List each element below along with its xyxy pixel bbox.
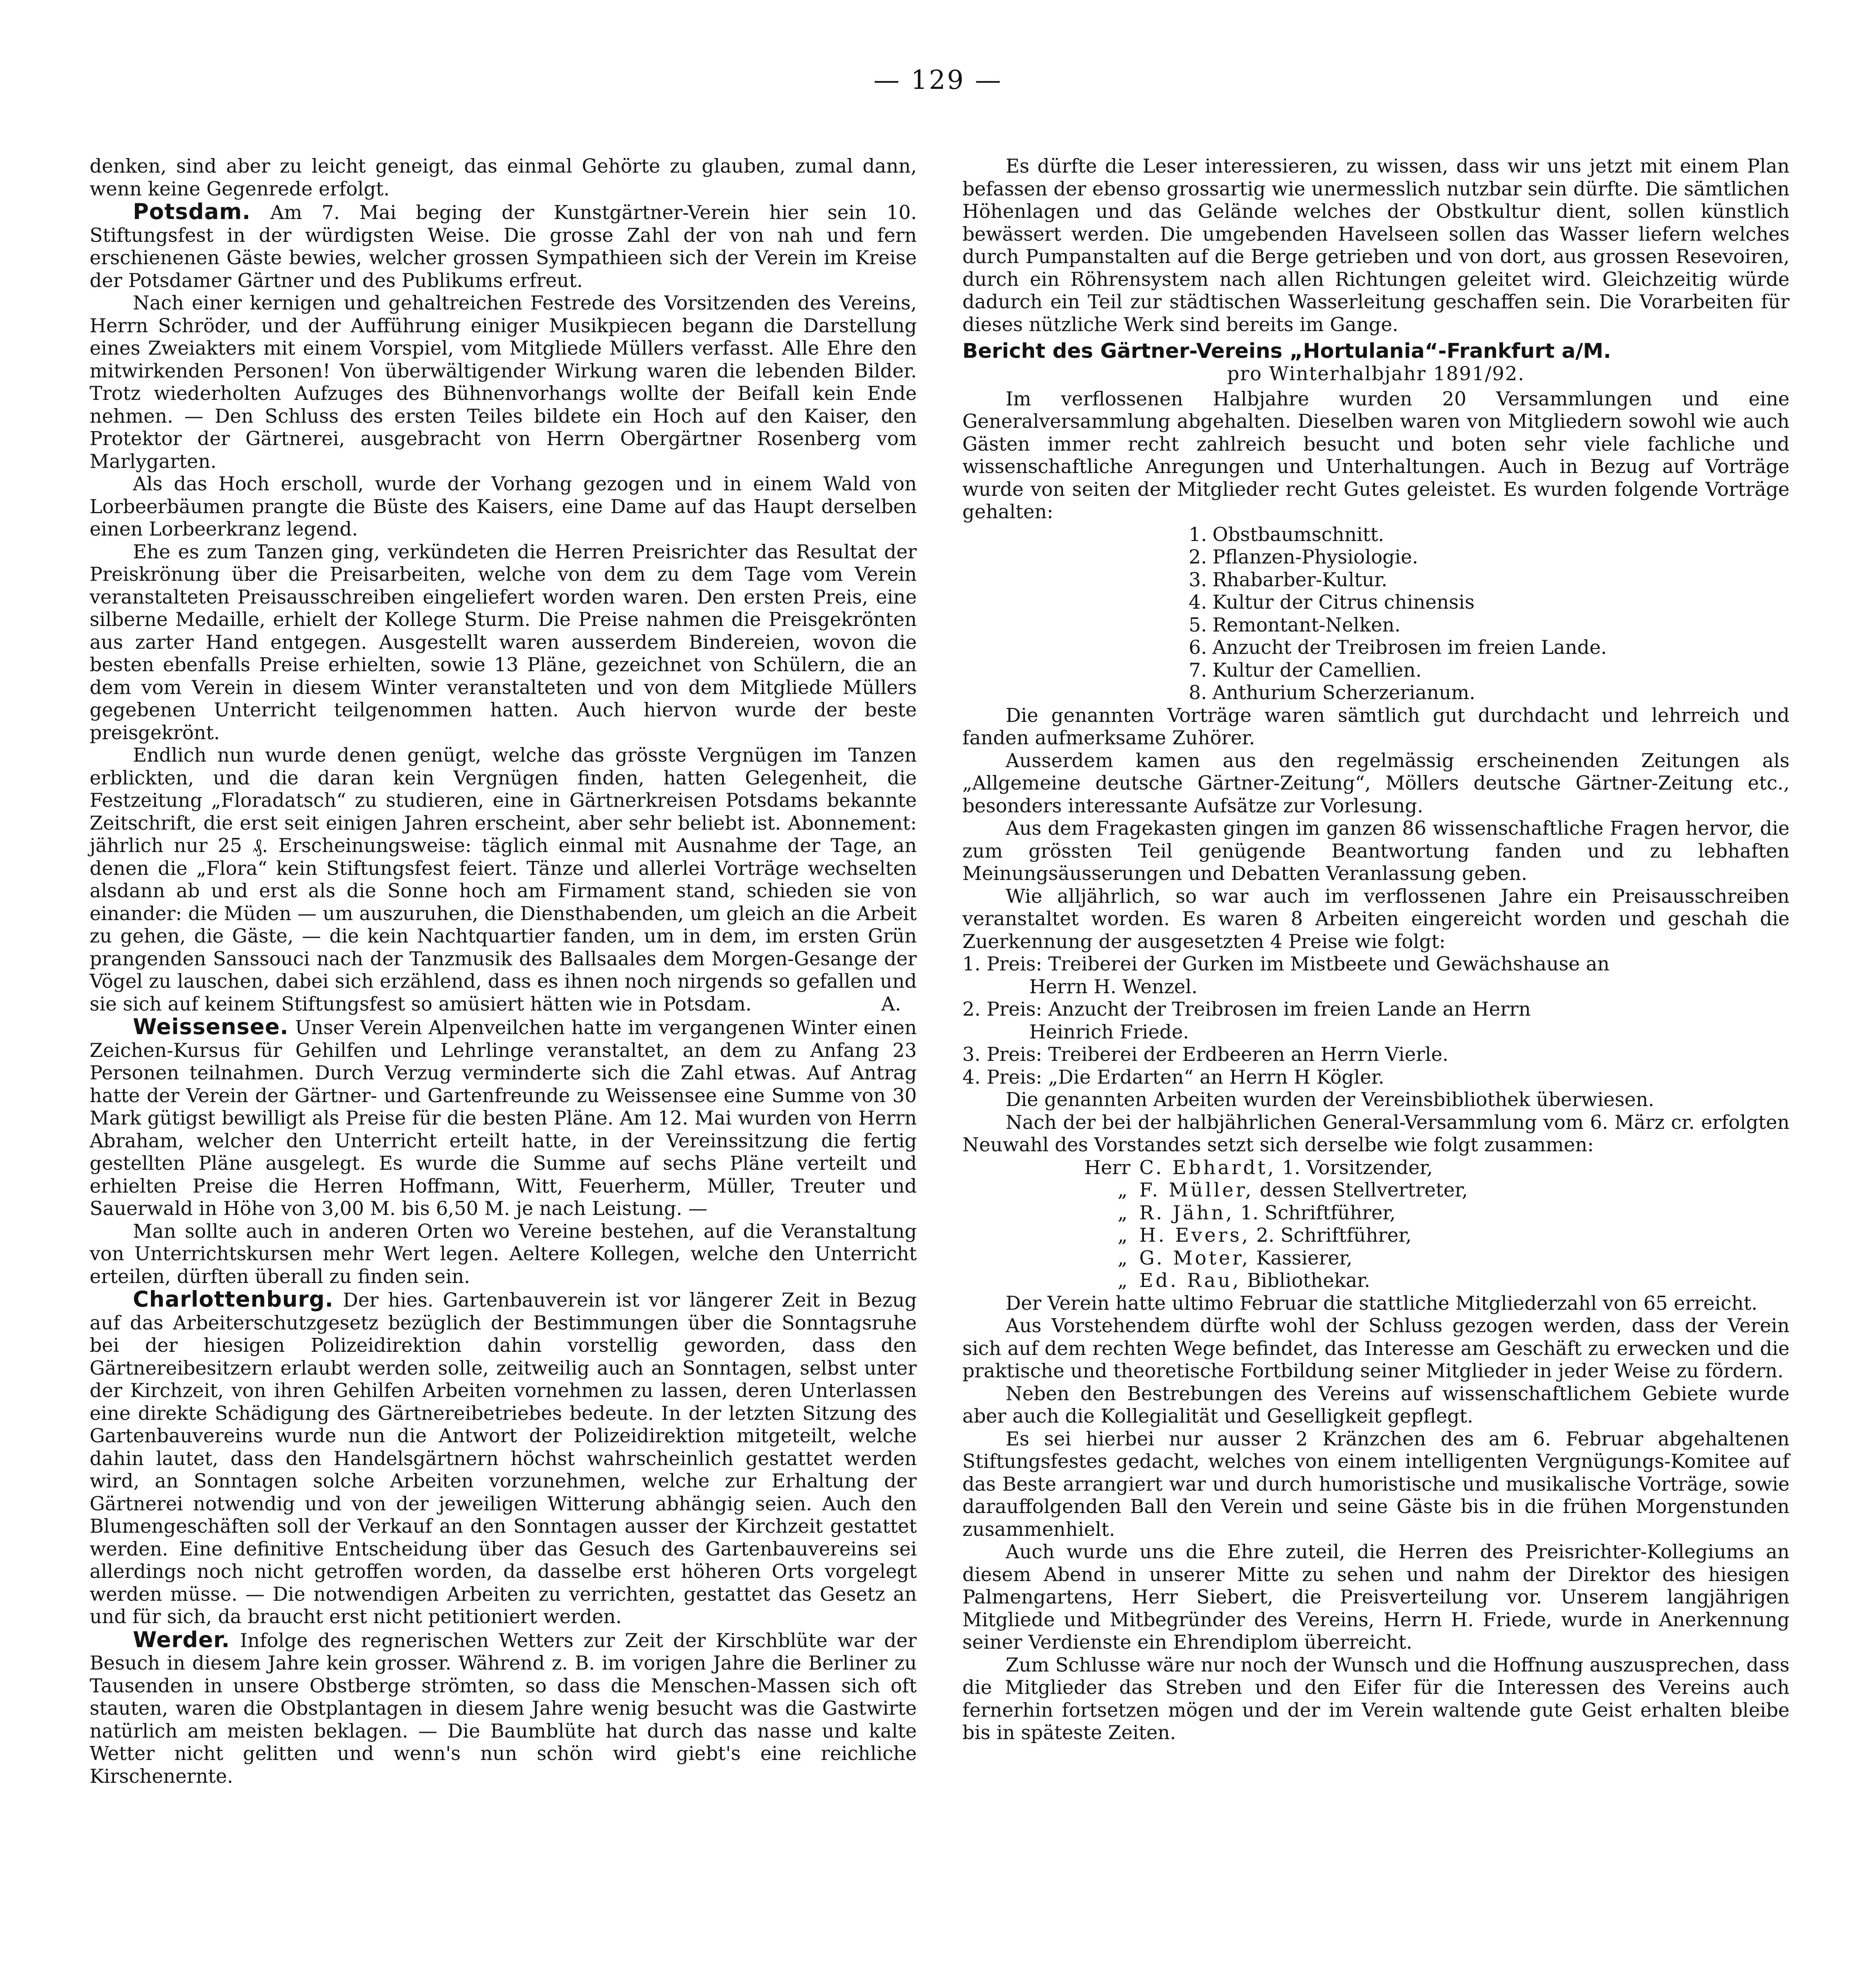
list-number: 5. [1188, 614, 1207, 636]
prize-text: Treiberei der Erdbeeren an Herrn Vierle. [1048, 1044, 1449, 1066]
prize-recipient: Herrn H. Wenzel. [1029, 976, 1198, 998]
board-member [1084, 1270, 1790, 1292]
prize-text: Treiberei der Gurken im Mistbeete und Gewächshause an [1048, 953, 1610, 975]
paragraph: Im verflossenen Halbjahre wurden 20 Versammlungen und eine Generalversammlung abgehalten. Dieselben waren von Mitgliedern sowohl wie auch Gästen immer recht zahlreich besucht und boten sehr viele fachliche und wissenschaftliche Anregungen und Unterhaltungen. Auch in Bezug auf Vorträge wurde von seiten der Mitglieder recht Gutes geleistet. Es wurden folgende Vorträge gehalten: [962, 388, 1790, 523]
list-text: Kultur der Citrus chinensis [1212, 591, 1475, 613]
report-subheading: pro Winterhalbjahr 1891/92. [1227, 363, 1525, 385]
paragraph-potsdam [90, 201, 917, 292]
prize-recipient: Heinrich Friede. [1029, 1021, 1189, 1043]
paragraph: Es dürfte die Leser interessieren, zu wissen, dass wir uns jetzt mit einem Plan befassen der ebenso grossartig wie unermesslich nutzbar sein dürfte. Die sämtlichen Höhenlagen und das Gelände welches der Obstkultur dient, sollen künstlich bewässert werden. Die umgebenden Havelseen sollen das Wasser liefern welches durch Pumpanstalten auf die Berge getrieben und von dort, aus grossen Resevoiren, durch ein Röhrensystem nach allen Richtungen geleitet wird. Gleichzeitig würde dadurch ein Teil zur städtischen Wasserleitung geschaffen sein. Die Vorarbeiten für dieses nützliche Werk sind bereits im Gange. [962, 155, 1790, 336]
paragraph: Es sei hierbei nur ausser 2 Kränzchen des am 6. Februar abgehaltenen Stiftungsfestes gedacht, welches von einem intelligenten Vergnügungs-Komitee auf das Beste arrangiert war und durch humoristische und musikalische Vorträge, sowie darauffolgenden Ball den Verein und seine Gäste bis in die frühen Morgenstunden zusammenhielt. [962, 1428, 1790, 1541]
paragraph: Die genannten Arbeiten wurden der Vereinsbibliothek überwiesen. [1006, 1089, 1654, 1111]
board-prefix: Herr [1084, 1156, 1131, 1179]
list-number: 4. [1188, 591, 1207, 613]
board-prefix: „ [1117, 1270, 1127, 1292]
place-heading: Potsdam. [133, 199, 251, 224]
paragraph-weissensee [90, 1016, 917, 1220]
list-text: Anzucht der Treibrosen im freien Lande. [1212, 637, 1607, 659]
board-prefix: „ [1117, 1202, 1127, 1224]
list-text: Obstbaumschnitt. [1212, 523, 1384, 546]
board-list [962, 1157, 1790, 1292]
paragraph [90, 744, 917, 1016]
list-text: Remontant-Nelken. [1212, 614, 1401, 636]
lecture-list [962, 524, 1790, 705]
list-text: Anthurium Scherzerianum. [1212, 682, 1475, 704]
list-number: 1. [1188, 523, 1207, 546]
prize-list [962, 953, 1790, 1089]
left-column [90, 155, 917, 1788]
list-item [1183, 637, 1790, 659]
prize-item [962, 1066, 1790, 1089]
board-prefix: „ [1117, 1224, 1127, 1246]
prize-item [962, 1044, 1790, 1066]
paragraph-text: Infolge des regnerischen Wetters zur Zeit der Kirschblüte war der Besuch in diesem Jahre kein grosser. Während z. B. im vorigen Jahre die Berliner zu Tausenden in unsere Obstberge strömten, so dass die Menschen-Massen sich oft stauten, waren die Obstplantagen in diesem Jahre wenig besucht was die Gastwirte natürlich am meisten beklagen. — Die Baumblüte hat durch das nasse und kalte Wetter nicht gelitten und wenn's nun schön wird giebt's eine reichliche Kirschenernte. [90, 1629, 917, 1787]
list-number: 7. [1188, 659, 1207, 681]
list-text: Pflanzen-Physiologie. [1212, 546, 1418, 568]
author-signature: A. [881, 993, 901, 1015]
board-member [1084, 1202, 1790, 1225]
prize-label: 1. Preis: [962, 953, 1042, 975]
list-text: Kultur der Camellien. [1212, 659, 1422, 681]
list-item [1183, 524, 1790, 547]
board-role: 2. Schriftführer, [1250, 1224, 1412, 1246]
board-member [1084, 1247, 1790, 1270]
board-member [1084, 1224, 1790, 1247]
prize-item [962, 953, 1790, 998]
paragraph-werder [90, 1629, 917, 1788]
paragraph: Auch wurde uns die Ehre zuteil, die Herren des Preisrichter-Kollegiums an diesem Abend in unserer Mitte zu sehen und nahm der Direktor des hiesigen Palmengartens, Herr Siebert, die Preisverteilung vor. Unserem langjährigen Mitgliede und Mitbegründer des Vereins, Herrn H. Friede, wurde in Anerkennung seiner Verdienste ein Ehrendiplom überreicht. [962, 1541, 1790, 1653]
board-name: R. Jähn, [1139, 1202, 1234, 1224]
prize-text: „Die Erdarten“ an Herrn H Kögler. [1048, 1066, 1385, 1088]
prize-label: 3. Preis: [962, 1044, 1042, 1066]
board-name: H. Evers, [1139, 1224, 1251, 1246]
paragraph-charlottenburg [90, 1288, 917, 1629]
list-number: 3. [1188, 569, 1207, 591]
paragraph: Wie alljährlich, so war auch im verflossenen Jahre ein Preisausschreiben veranstaltet worden. Es waren 8 Arbeiten eingereicht worden und geschah die Zuerkennung der ausgesetzten 4 Preise wie folgt: [962, 885, 1790, 953]
board-member [1084, 1179, 1790, 1202]
board-role: 1. Schriftführer, [1234, 1202, 1396, 1224]
place-heading: Werder. [133, 1627, 230, 1652]
board-role: dessen Stellvertreter, [1253, 1179, 1468, 1201]
board-prefix: „ [1117, 1247, 1127, 1269]
paragraph: Nach einer kernigen und gehaltreichen Festrede des Vorsitzenden des Vereins, Herrn Schröder, und der Aufführung einiger Musikpiecen begann die Darstellung eines Zweiakters mit einem Vorspiel, vom Mitgliede Müllers verfasst. Alle Ehre den mitwirkenden Personen! Von überwältigender Wirkung waren die lebenden Bilder. Trotz wiederholten Aufzuges des Bühnenvorhangs wollte der Beifall kein Ende nehmen. — Den Schluss des ersten Teiles bildete ein Hoch auf den Kaiser, den Protektor der Gärtnerei, ausgebracht von Herrn Obergärtner Rosenberg vom Marlygarten. [90, 292, 917, 473]
list-item [1183, 546, 1790, 569]
prize-item [962, 998, 1790, 1044]
prize-text: Anzucht der Treibrosen im freien Lande an Herrn [1048, 998, 1531, 1020]
board-role: Bibliothekar. [1241, 1270, 1370, 1292]
board-name: Ed. Rau, [1139, 1270, 1241, 1292]
list-number: 8. [1188, 682, 1207, 704]
paragraph-text: Am 7. Mai beging der Kunstgärtner-Verein hier sein 10. Stiftungsfest in der würdigsten Weise. Die grosse Zahl der von nah und fern erschienenen Gäste bewies, welcher grossen Sympathieen sich der Verein im Kreise der Potsdamer Gärtner und des Publikums erfreut. [90, 202, 917, 292]
paragraph: denken, sind aber zu leicht geneigt, das einmal Gehörte zu glauben, zumal dann, wenn keine Gegenrede erfolgt. [90, 155, 917, 200]
paragraph: Aus Vorstehendem dürfte wohl der Schluss gezogen werden, dass der Verein sich auf dem rechten Wege befindet, das Interesse am Geschäft zu erwecken und die praktische und theoretische Fortbildung seiner Mitglieder in jeder Weise zu fördern. [962, 1315, 1790, 1382]
paragraph: Man sollte auch in anderen Orten wo Vereine bestehen, auf die Veranstaltung von Unterrichtskursen mehr Wert legen. Aeltere Kollegen, welche den Unterricht erteilen, dürften überall zu finden sein. [90, 1220, 917, 1288]
list-number: 6. [1188, 637, 1207, 659]
prize-label: 4. Preis: [962, 1066, 1042, 1088]
prize-label: 2. Preis: [962, 998, 1042, 1020]
right-column [962, 155, 1790, 1745]
paragraph: Neben den Bestrebungen des Vereins auf wissenschaftlichem Gebiete wurde aber auch die Kollegialität und Geselligkeit gepflegt. [962, 1382, 1790, 1427]
paragraph: Die genannten Vorträge waren sämtlich gut durchdacht und lehrreich und fanden aufmerksame Zuhörer. [962, 704, 1790, 749]
list-number: 2. [1188, 546, 1207, 568]
paragraph: Nach der bei der halbjährlichen General-Versammlung vom 6. März cr. erfolgten Neuwahl des Vorstandes setzt sich derselbe wie folgt zusammen: [962, 1111, 1790, 1156]
list-item [1183, 682, 1790, 705]
paragraph: Als das Hoch erscholl, wurde der Vorhang gezogen und in einem Wald von Lorbeerbäumen prangte die Büste des Kaisers, eine Dame auf das Haupt derselben einen Lorbeerkranz legend. [90, 473, 917, 540]
paragraph: Ausserdem kamen aus den regelmässig erscheinenden Zeitungen als „Allgemeine deutsche Gärtner-Zeitung“, Möllers deutsche Gärtner-Zeitung etc., besonders interessante Aufsätze zur Vorlesung. [962, 749, 1790, 817]
list-item [1183, 659, 1790, 682]
place-heading: Weissensee. [133, 1014, 289, 1039]
board-name: G. Moter, [1139, 1247, 1251, 1269]
paragraph-text: Unser Verein Alpenveilchen hatte im vergangenen Winter einen Zeichen-Kursus für Gehilfen und Lehrlinge veranstaltet, an dem zu Anfang 23 Personen teilnahmen. Durch Verzug verminderte sich die Zahl etwas. Auf Antrag hatte der Verein der Gärtner- und Gartenfreunde zu Weissensee eine Summe von 30 Mark gütigst bewilligt als Preise für die besten Pläne. Am 12. Mai wurden von Herrn Abraham, welcher den Unterricht erteilt hatte, in der Vereinssitzung die fertig gestellten Pläne ausgelegt. Es wurde die Summe auf sechs Pläne verteilt und erhielten Preise die Herren Hoffmann, Witt, Feuerherm, Müller, Treuter und Sauerwald in Höhe von 3,00 M. bis 6,50 M. je nach Leistung. — [90, 1017, 917, 1220]
paragraph-text: Endlich nun wurde denen genügt, welche das grösste Vergnügen im Tanzen erblickten, und die daran kein Vergnügen finden, hatten Gelegenheit, die Festzeitung „Floradatsch“ zu studieren, eine in Gärtnerkreisen Potsdams bekannte Zeitschrift, die erst seit einigen Jahren erscheint, aber sehr beliebt ist. Abonnement: jährlich nur 25 ₰. Erscheinungsweise: täglich einmal mit Ausnahme der Tage, an denen die „Flora“ kein Stiftungsfest feiert. Tänze und allerlei Vorträge wechselten alsdann ab und erst als die Sonne hoch am Firmament stand, schieden sie von einander: die Müden — um auszuruhen, die Diensthabenden, um gleich an die Arbeit zu gehen, die Gäste, — die kein Nachtquartier fanden, um in dem, im ersten Grün prangenden Sanssouci nach der Tanzmusik des Ballsaales dem Morgen-Gesange der Vögel zu lauschen, dabei sich erzählend, dass es ihnen noch nirgends so gefallen und sie sich auf keinem Stiftungsfest so amüsiert hätten wie in Potsdam. [90, 744, 917, 1015]
paragraph: Ehe es zum Tanzen ging, verkündeten die Herren Preisrichter das Resultat der Preiskrönung über die Preisarbeiten, welche von dem zu dem Tage vom Verein veranstalteten Preisausschreiben eingeliefert worden waren. Den ersten Preis, eine silberne Medaille, erhielt der Kollege Sturm. Die Preise nahmen die Preisgekrönten aus zarter Hand entgegen. Ausgestellt waren ausserdem Bindereien, wovon die besten ebenfalls Preise erhielten, sowie 13 Pläne, gezeichnet von Schülern, die an dem vom Verein in diesem Winter veranstalteten und von dem Mitgliede Müllers gegebenen Unterricht teilgenommen hatten. Auch hiervon wurde der beste preisgekrönt. [90, 541, 917, 744]
board-role: Kassierer, [1250, 1247, 1352, 1269]
list-item [1183, 591, 1790, 614]
board-role: 1. Vorsitzender, [1276, 1156, 1433, 1179]
paragraph: Aus dem Fragekasten gingen im ganzen 86 wissenschaftliche Fragen hervor, die zum grössten Teil genügende Beantwortung fanden und zu lebhaften Meinungsäusserungen und Debatten Veranlassung geben. [962, 817, 1790, 885]
paragraph-text: Der hies. Gartenbauverein ist vor längerer Zeit in Bezug auf das Arbeiterschutzgesetz bezüglich der Bestimmungen über die Sonntagsruhe bei der hiesigen Polizeidirektion dahin vorstellig geworden, dass den Gärtnereibesitzern erlaubt werden solle, zeitweilig auch an Sonntagen, selbst unter der Kirchzeit, von ihren Gehilfen Arbeiten vornehmen zu lassen, deren Unterlassen eine direkte Schädigung des Gärtnereibetriebes bedeute. In der letzten Sitzung des Gartenbauvereins wurde nun die Antwort der Polizeidirektion mitgeteilt, welche dahin lautet, dass den Handelsgärtnern höchst wahrscheinlich gestattet werden wird, an Sonntagen solche Arbeiten vorzunehmen, welche zur Erhaltung der Gärtnerei notwendig und von der jeweiligen Witterung abhängig seien. Auch den Blumengeschäften soll der Verkauf an den Sonntagen ausser der Kirchzeit gestattet werden. Eine definitive Entscheidung über das Gesuch des Gartenbauvereins sei allerdings noch nicht getroffen worden, da dasselbe erst höheren Orts vorgelegt werden müsse. — Die notwendigen Arbeiten zu verrichten, gestattet das Gesetz an und für sich, da braucht erst nicht petitioniert werden. [90, 1289, 917, 1628]
place-heading: Charlottenburg. [133, 1287, 334, 1312]
board-name: C. Ebhardt, [1139, 1156, 1276, 1179]
board-prefix: „ [1117, 1179, 1127, 1201]
board-name: F. Müller, [1139, 1179, 1254, 1201]
report-heading: Bericht des Gärtner-Vereins „Hortulania“-Frankfurt a/M. [962, 339, 1611, 363]
paragraph: Der Verein hatte ultimo Februar die stattliche Mitgliederzahl von 65 erreicht. [1006, 1292, 1758, 1314]
page-number: — 129 — [874, 65, 1002, 95]
board-member [1084, 1157, 1790, 1180]
list-item [1183, 614, 1790, 637]
list-text: Rhabarber-Kultur. [1212, 569, 1388, 591]
paragraph: Zum Schlusse wäre nur noch der Wunsch und die Hoffnung auszusprechen, dass die Mitglieder das Streben und den Eifer für die Interessen des Vereins auch fernerhin fortsetzen mögen und der im Verein waltende gute Geist erhalten bleibe bis in späteste Zeiten. [962, 1654, 1790, 1744]
list-item [1183, 569, 1790, 592]
